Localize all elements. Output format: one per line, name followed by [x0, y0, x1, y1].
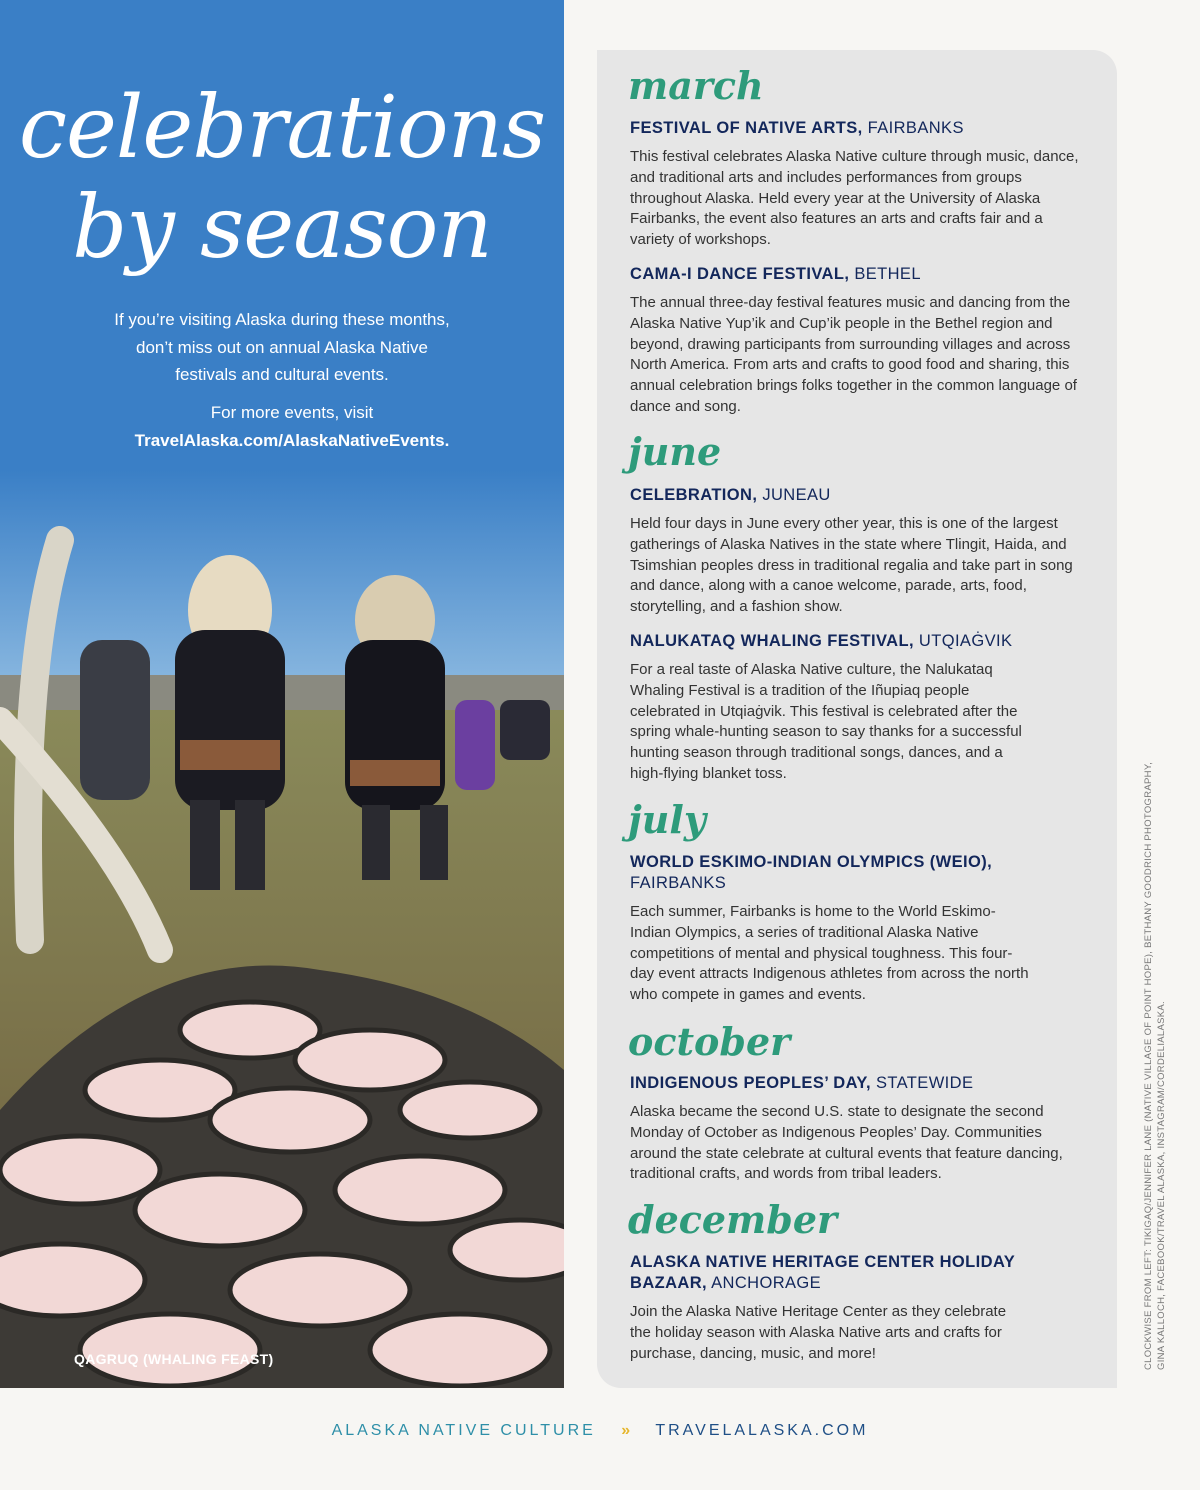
event-description: Held four days in June every other year, this is one of the largest gatherings of Alaska Natives in the state where Tlingit, Haida, and Tsimshian peoples dress in traditional regalia and take part in song and dance, along with a canoe welcome, parade, arts, food, storytelling, and a fashion show. [630, 515, 1073, 616]
event-description: The annual three-day festival features music and dancing from the Alaska Native Yup’ik and Cup’ik people in the Bethel region and beyond, drawing participants from surrounding villages and across North America. From arts and crafts to good food and sharing, this annual celebration brings folks together in the common language of dance and song. [630, 294, 1077, 415]
month-heading-march: march [628, 63, 764, 108]
month-heading-october: october [628, 1019, 791, 1064]
event-place: ANCHORAGE [711, 1274, 822, 1292]
event-name: WORLD ESKIMO-INDIAN OLYMPICS (WEIO), [630, 853, 993, 871]
event-title [630, 1252, 1050, 1294]
left-panel [0, 0, 564, 1388]
event-title [630, 118, 1090, 139]
event-title [630, 631, 1090, 652]
photo-credits [1142, 710, 1168, 1370]
footer [0, 1422, 1200, 1440]
event-place: BETHEL [854, 265, 921, 283]
event-place: JUNEAU [762, 486, 831, 504]
event-name: ALASKA NATIVE HERITAGE CENTER HOLIDAY BAZAAR, [630, 1253, 1015, 1292]
page-title-line-2: by season [72, 178, 492, 278]
event-place: FAIRBANKS [867, 119, 964, 137]
event-name: NALUKATAQ WHALING FESTIVAL, [630, 632, 914, 650]
event-description: Join the Alaska Native Heritage Center as they celebrate the holiday season with Alaska Native arts and crafts for purchase, dancing, music, and more! [630, 1303, 1007, 1362]
footer-section-label: ALASKA NATIVE CULTURE [331, 1422, 596, 1439]
page-title [0, 78, 564, 278]
event-name: INDIGENOUS PEOPLES’ DAY, [630, 1074, 871, 1092]
photo-caption: QAGRUQ (WHALING FEAST) [74, 1351, 274, 1367]
month-heading-june: june [628, 429, 722, 474]
event-place: FAIRBANKS [630, 874, 727, 892]
event-title [630, 852, 1030, 894]
event-place: UTQIAĠVIK [918, 632, 1013, 650]
photo-credits-line-2: GINA KALLOCH, FACEBOOK/TRAVEL ALASKA, INSTAGRAM/CORDELIALASKA. [1156, 1001, 1167, 1370]
chevron-right-icon: » [621, 1422, 631, 1439]
month-heading-july: july [628, 797, 706, 842]
page-title-line-1: celebrations [18, 78, 546, 178]
event-title [630, 264, 1090, 285]
photo-whaling-feast [0, 470, 564, 1388]
event-name: CAMA-I DANCE FESTIVAL, [630, 265, 850, 283]
more-events [112, 399, 472, 454]
event-title [630, 485, 1090, 506]
photo-credits-line-1: CLOCKWISE FROM LEFT: TIKIGAQ/JENNIFER LANE (NATIVE VILLAGE OF POINT HOPE), BETHANY GOODRICH PHOTOGRAPHY, [1143, 761, 1154, 1370]
event-name: FESTIVAL OF NATIVE ARTS, [630, 119, 863, 137]
month-heading-december: december [628, 1197, 838, 1242]
event-place: STATEWIDE [875, 1074, 974, 1092]
event-name: CELEBRATION, [630, 486, 758, 504]
event-description: This festival celebrates Alaska Native culture through music, dance, and traditional arts and includes performances from groups throughout Alaska. Held every year at the University of Alaska Fairbanks, the event also features an arts and crafts fair and a variety of workshops. [630, 148, 1079, 249]
event-description: Alaska became the second U.S. state to designate the second Monday of October as Indigenous Peoples’ Day. Communities around the state celebrate at cultural events that feature dancing, traditional crafts, and words from tribal leaders. [630, 1103, 1063, 1183]
event-description: Each summer, Fairbanks is home to the World Eskimo-Indian Olympics, a series of traditional Alaska Native competitions of mental and physical toughness. This four-day event attracts Indigenous athletes from across the north who compete in games and events. [630, 903, 1029, 1004]
intro-text: If you’re visiting Alaska during these months, don’t miss out on annual Alaska Native festivals and cultural events. [114, 310, 450, 384]
event-description: For a real taste of Alaska Native culture, the Nalukataq Whaling Festival is a tradition of the Iñupiaq people celebrated in Utqiaġvik. This festival is celebrated after the spring whale-hunting season to say thanks for a successful hunting season through traditional songs, dances, and a high-flying blanket toss. [630, 661, 1022, 782]
event-title [630, 1073, 1090, 1094]
more-events-link[interactable]: TravelAlaska.com/AlaskaNativeEvents. [134, 430, 450, 450]
more-events-prefix: For more events, visit [210, 403, 374, 422]
footer-site-link[interactable]: TRAVELALASKA.COM [655, 1422, 869, 1439]
